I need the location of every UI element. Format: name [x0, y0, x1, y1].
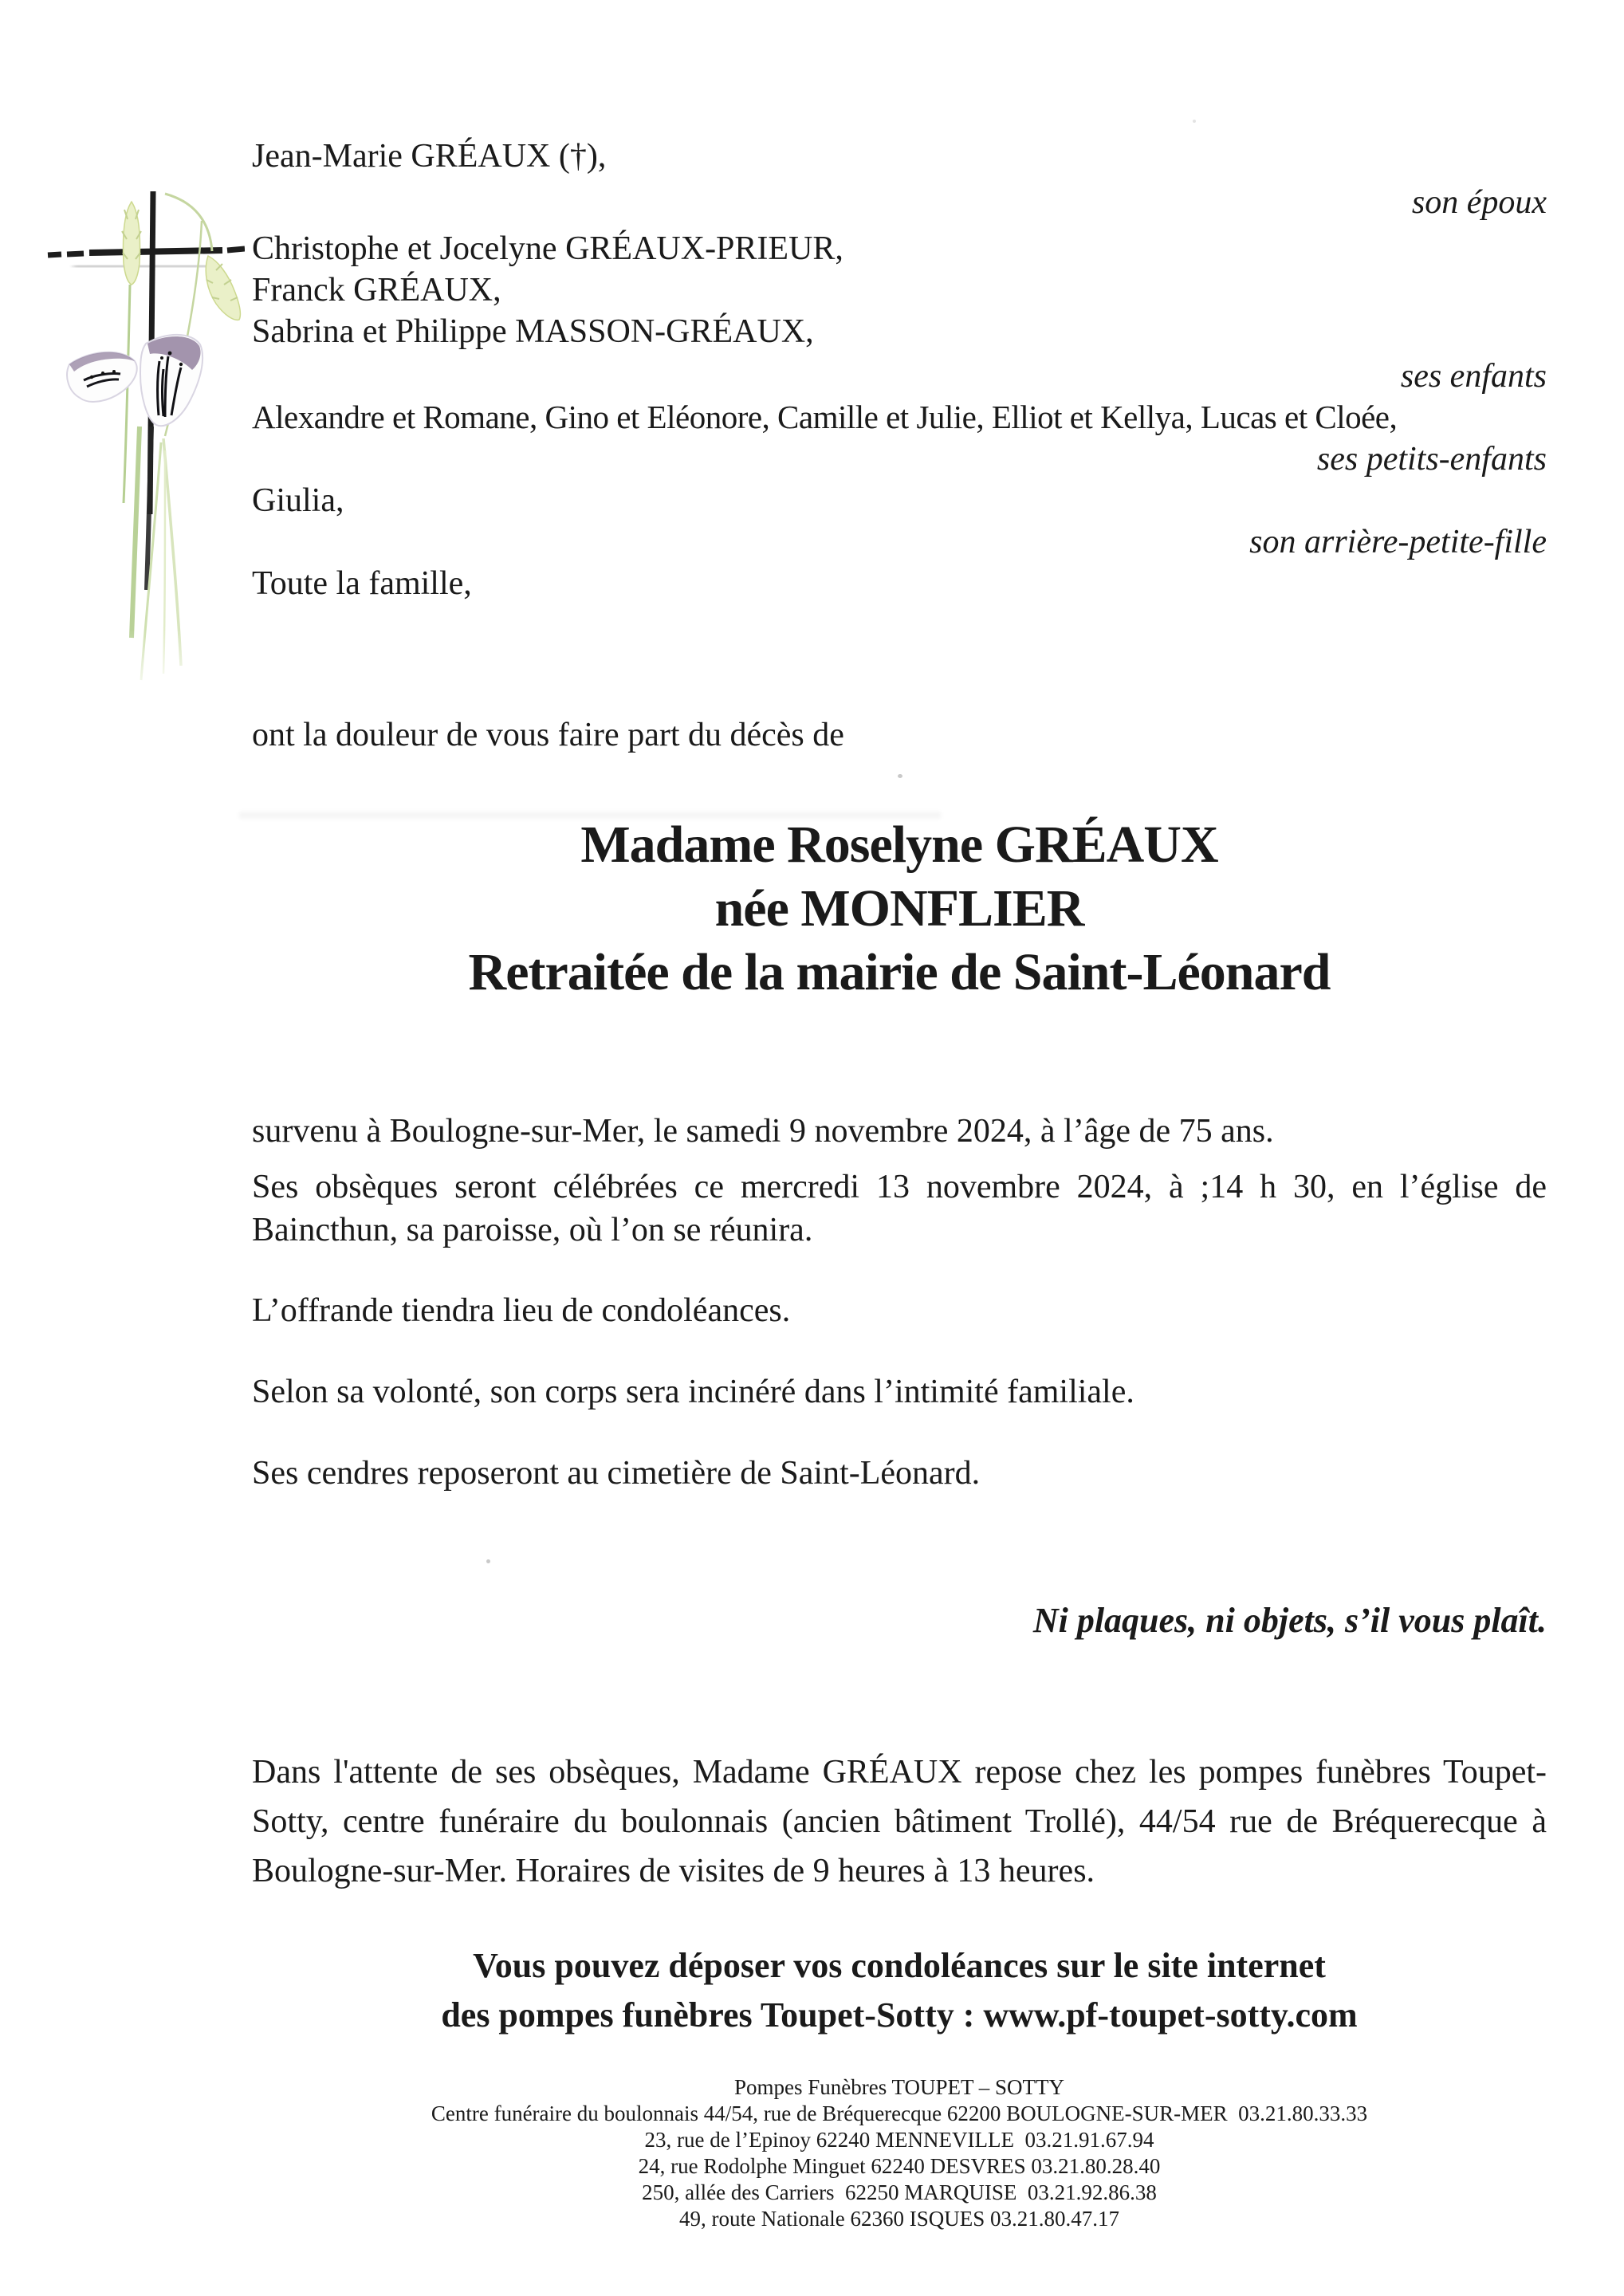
child-name: Franck GRÉAUX, [252, 272, 501, 309]
no-plaques-notice: Ni plaques, ni objets, s’il vous plaît. [1032, 1601, 1547, 1640]
whole-family: Toute la famille, [252, 565, 472, 602]
condolences-website-line2: des pompes funèbres Toupet-Sotty : www.pf-toupet-sotty.com [441, 1995, 1358, 2035]
funeral-home-address: 250, allée des Carriers 62250 MARQUISE 03.21.92.86.38 [642, 2180, 1157, 2204]
scan-speck [1193, 120, 1196, 123]
husband-name: Jean-Marie GRÉAUX (†), [252, 138, 607, 175]
funeral-home-footer [252, 2074, 1547, 2232]
grandchildren-names: Alexandre et Romane, Gino et Eléonore, Camille et Julie, Elliot et Kellya, Lucas et Cloée, [252, 399, 1398, 435]
calla-lily-icon [140, 335, 203, 426]
relation-husband: son époux [1411, 184, 1547, 221]
scan-speck [486, 1559, 490, 1563]
repose-paragraph: Dans l'attente de ses obsèques, Madame GRÉAUX repose chez les pompes funèbres Toupet-Sotty, centre funéraire du boulonnais (ancien bâtiment Trollé), 44/54 rue de Bréquerecque à Boulogne-sur-Mer. Horaires de visites de 9 heures à 13 heures. [252, 1754, 1547, 1889]
relation-children: ses enfants [1400, 358, 1547, 395]
relation-grandchildren: ses petits-enfants [1316, 441, 1547, 478]
death-info: survenu à Boulogne-sur-Mer, le samedi 9 novembre 2024, à l’âge de 75 ans. [252, 1113, 1274, 1150]
deceased-name-title: Madame Roselyne GRÉAUX [580, 816, 1218, 874]
funeral-home-address: 23, rue de l’Epinoy 62240 MENNEVILLE 03.21.91.67.94 [644, 2128, 1154, 2152]
offering-line: L’offrande tiendra lieu de condoléances. [252, 1292, 791, 1329]
announcement-intro: ont la douleur de vous faire part du décès de [252, 717, 844, 753]
relation-great-granddaughter: son arrière-petite-fille [1249, 524, 1547, 560]
funeral-home-address: 24, rue Rodolphe Minguet 62240 DESVRES 03.21.80.28.40 [638, 2154, 1161, 2178]
cross-and-lilies-artwork [45, 187, 245, 698]
child-name: Sabrina et Philippe MASSON-GRÉAUX, [252, 313, 814, 350]
condolences-website-line1: Vous pouvez déposer vos condoléances sur le site internet [473, 1946, 1326, 1985]
cremation-line: Selon sa volonté, son corps sera incinéré dans l’intimité familiale. [252, 1374, 1134, 1410]
great-granddaughter-name: Giulia, [252, 482, 344, 519]
ceremony-paragraph: Ses obsèques seront célébrées ce mercredi 13 novembre 2024, à ;14 h 30, en l’église de Baincthun, sa paroisse, où l’on se réunira. [252, 1169, 1547, 1248]
funeral-home-name: Pompes Funèbres TOUPET – SOTTY [733, 2075, 1065, 2099]
ashes-line: Ses cendres reposeront au cimetière de Saint-Léonard. [252, 1455, 981, 1492]
scan-speck [898, 774, 902, 778]
cross-shadow [73, 265, 217, 267]
maiden-name-title: née MONFLIER [714, 879, 1084, 938]
funeral-home-address: Centre funéraire du boulonnais 44/54, rue de Bréquerecque 62200 BOULOGNE-SUR-MER 03.21.80.33.33 [431, 2101, 1368, 2125]
scan-smear [239, 812, 941, 819]
child-name: Christophe et Jocelyne GRÉAUX-PRIEUR, [252, 230, 843, 267]
profession-title: Retraitée de la mairie de Saint-Léonard [468, 943, 1331, 1001]
funeral-home-address: 49, route Nationale 62360 ISQUES 03.21.80.47.17 [679, 2207, 1119, 2231]
